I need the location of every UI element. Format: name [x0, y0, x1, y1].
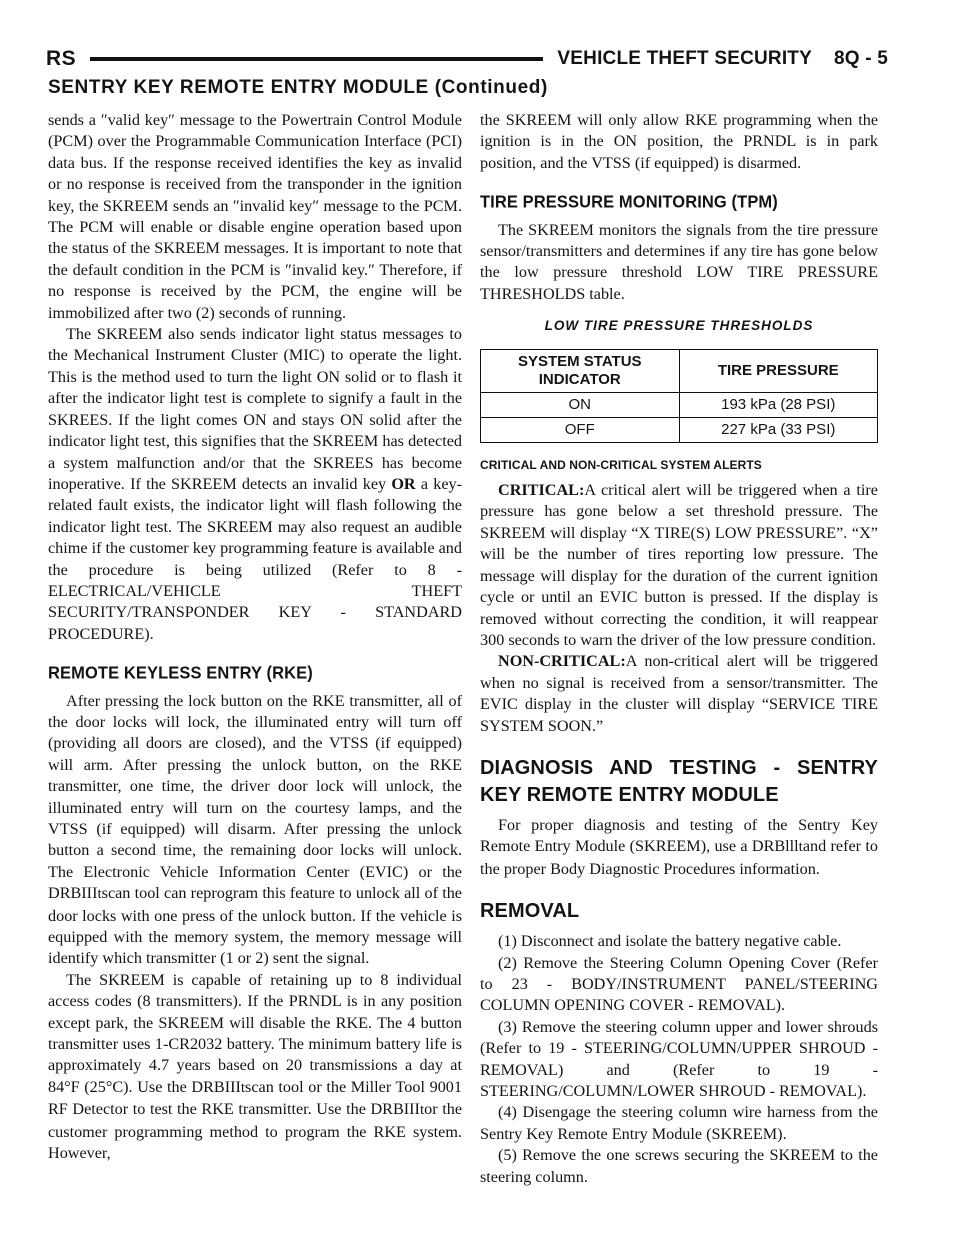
- table-header-row: [481, 349, 878, 392]
- header-section-code: RS: [46, 47, 77, 70]
- paragraph: [48, 324, 462, 645]
- paragraph-text: a key-related fault exists, the indicator light will flash following the indicator light test. The SKREEM may also request an audible chime if the customer key programming feature is available and the procedure is being utilized (Refer to 8 - ELECTRICAL/VEHICLE THEFT SECURITY/TRANSPONDER KEY - STANDARD PROCEDURE).: [48, 474, 462, 643]
- paragraph-text: and refer to the proper Body Diagnostic Procedures information.: [480, 837, 878, 878]
- table-row: [481, 417, 878, 442]
- paragraph: [48, 691, 462, 970]
- table-cell: 193 kPa (28 PSI): [679, 392, 878, 417]
- header-right: [557, 48, 888, 70]
- removal-step: (3) Remove the steering column upper and lower shrouds (Refer to 19 - STEERING/COLUMN/UPPER SHROUD - REMOVAL) and (Refer to 19 - STEERING/COLUMN/LOWER SHROUD - REMOVAL).: [480, 1017, 878, 1100]
- trademark-symbol: t: [798, 839, 803, 856]
- paragraph-text: scan tool or the Miller Tool 9001 RF Detector to test the RKE transmitter. Use the DRBIII: [48, 1077, 462, 1119]
- left-column: [48, 110, 462, 1165]
- table-cell: OFF: [481, 417, 680, 442]
- paragraph: [480, 651, 878, 737]
- trademark-symbol: t: [419, 1102, 425, 1119]
- emphasis-or: OR: [391, 474, 416, 493]
- removal-step: (2) Remove the Steering Column Opening Cover (Refer to 23 - BODY/INSTRUMENT PANEL/STEERING COLUMN OPENING COVER - REMOVAL).: [480, 953, 878, 1015]
- right-column: [480, 110, 878, 1188]
- column-header: SYSTEM STATUS INDICATOR: [481, 349, 680, 392]
- running-subtitle: SENTRY KEY REMOTE ENTRY MODULE (Continued): [48, 77, 548, 98]
- paragraph: sends a ″valid key″ message to the Powertrain Control Module (PCM) over the Programmable Communication Interface (PCI) data bus. If the response received identifies the key as invalid or no response is received from the transponder in the ignition key, the SKREEM sends an ″invalid key″ message to the PCM. The PCM will enable or disable engine operation based upon the status of the SKREEM messages. It is important to note that the default condition in the PCM is ″invalid key.″ Therefore, if no response is received by the PCM, the engine will be immobilized after two (2) seconds of running.: [48, 111, 462, 322]
- trademark-symbol: t: [240, 1079, 246, 1096]
- paragraph-text: scan tool can reprogram this feature to unlock all of the door locks with one press of the unlock button. If the vehicle is equipped with the memory system, the memory message will identify which transmitter (1 or 2) sent the signal.: [48, 884, 462, 968]
- table-cell: ON: [481, 392, 680, 417]
- removal-step: (4) Disengage the steering column wire harness from the Sentry Key Remote Entry Module (SKREEM).: [480, 1103, 878, 1143]
- subsection-heading-alerts: CRITICAL AND NON-CRITICAL SYSTEM ALERTS: [480, 457, 762, 472]
- paragraph-text: or the customer programming method to program the RKE system. However,: [48, 1100, 462, 1163]
- page-header: [46, 44, 888, 74]
- paragraph-text: A non-critical alert will be triggered when no signal is received from a sensor/transmitter. The EVIC display in the cluster will display “SERVICE TIRE SYSTEM SOON.”: [480, 652, 878, 735]
- header-title: VEHICLE THEFT SECURITY: [557, 48, 812, 69]
- section-heading-rke: REMOTE KEYLESS ENTRY (RKE): [48, 663, 313, 683]
- section-heading-tpm: TIRE PRESSURE MONITORING (TPM): [480, 192, 778, 212]
- paragraph-text: The SKREEM also sends indicator light status messages to the Mechanical Instrument Cluster (MIC) to operate the light. This is the method used to turn the light ON solid or to flash it after the indicator light test is complete to signify a fault in the SKREES. If the light comes ON and stays ON solid after the indicator light test, this signifies that the SKREEM has detected a system malfunction and/or that the SKREES has become inoperative. If the SKREEM detects an invalid key: [48, 325, 462, 493]
- paragraph-text: For proper diagnosis and testing of the Sentry Key Remote Entry Module (SKREEM), use a DRBlll: [480, 815, 878, 856]
- paragraph-text: The SKREEM is capable of retaining up to 8 individual access codes (8 transmitters). If the PRNDL is in any position except park, the SKREEM will disable the RKE. The 4 button transmitter uses 1-CR2032 battery. The minimum battery life is approximately 4.7 years based on 20 transmissions a day at 84°F (25°C). Use the DRBIII: [48, 970, 462, 1096]
- paragraph: The SKREEM monitors the signals from the tire pressure sensor/transmitters and determines if any tire has gone below the low pressure threshold LOW TIRE PRESSURE THRESHOLDS table.: [480, 220, 878, 303]
- section-heading-diagnosis: DIAGNOSIS AND TESTING - SENTRY KEY REMOTE ENTRY MODULE: [480, 756, 878, 806]
- removal-step: (5) Remove the one screws securing the SKREEM to the steering column.: [480, 1146, 878, 1186]
- header-rule: [90, 57, 543, 61]
- paragraph: [480, 815, 878, 880]
- paragraph-text: After pressing the lock button on the RKE transmitter, all of the door locks will lock, the illuminated entry will turn off (providing all doors are closed), and the VTSS (if equipped) will arm. After pressing the unlock button, on the RKE transmitter, one time, the driver door lock will unlock, the illuminated entry will turn on the courtesy lamps, and the VTSS (if equipped) will disarm. After pressing the unlock button a second time, the remaining door locks will unlock. The Electronic Vehicle Information Center (EVIC) or the DRBIII: [48, 691, 462, 903]
- paragraph-text: A critical alert will be triggered when a tire pressure has gone below a set threshold pressure. The SKREEM will display “X TIRE(S) LOW PRESSURE”. “X” will be the number of tires reporting low pressure. The message will display for the duration of the current ignition cycle or until an EVIC button is pressed. If the display is removed without correcting the condition, it will reappear 300 seconds to warn the driver of the low pressure condition.: [480, 481, 878, 649]
- table-row: [481, 392, 878, 417]
- paragraph: [48, 970, 462, 1165]
- trademark-symbol: t: [97, 886, 102, 903]
- column-header: TIRE PRESSURE: [679, 349, 878, 392]
- thresholds-table: [480, 349, 878, 443]
- paragraph: [480, 480, 878, 651]
- removal-step: (1) Disconnect and isolate the battery negative cable.: [498, 932, 842, 951]
- critical-label: CRITICAL:: [498, 481, 585, 500]
- paragraph: the SKREEM will only allow RKE programming when the ignition is in the ON position, the PRNDL is in park position, and the VTSS (if equipped) is disarmed.: [480, 111, 878, 172]
- section-heading-removal: REMOVAL: [480, 900, 580, 923]
- noncritical-label: NON-CRITICAL:: [498, 652, 626, 671]
- table-cell: 227 kPa (33 PSI): [679, 417, 878, 442]
- header-page-number: 8Q - 5: [834, 48, 888, 69]
- table-title: LOW TIRE PRESSURE THRESHOLDS: [544, 318, 814, 334]
